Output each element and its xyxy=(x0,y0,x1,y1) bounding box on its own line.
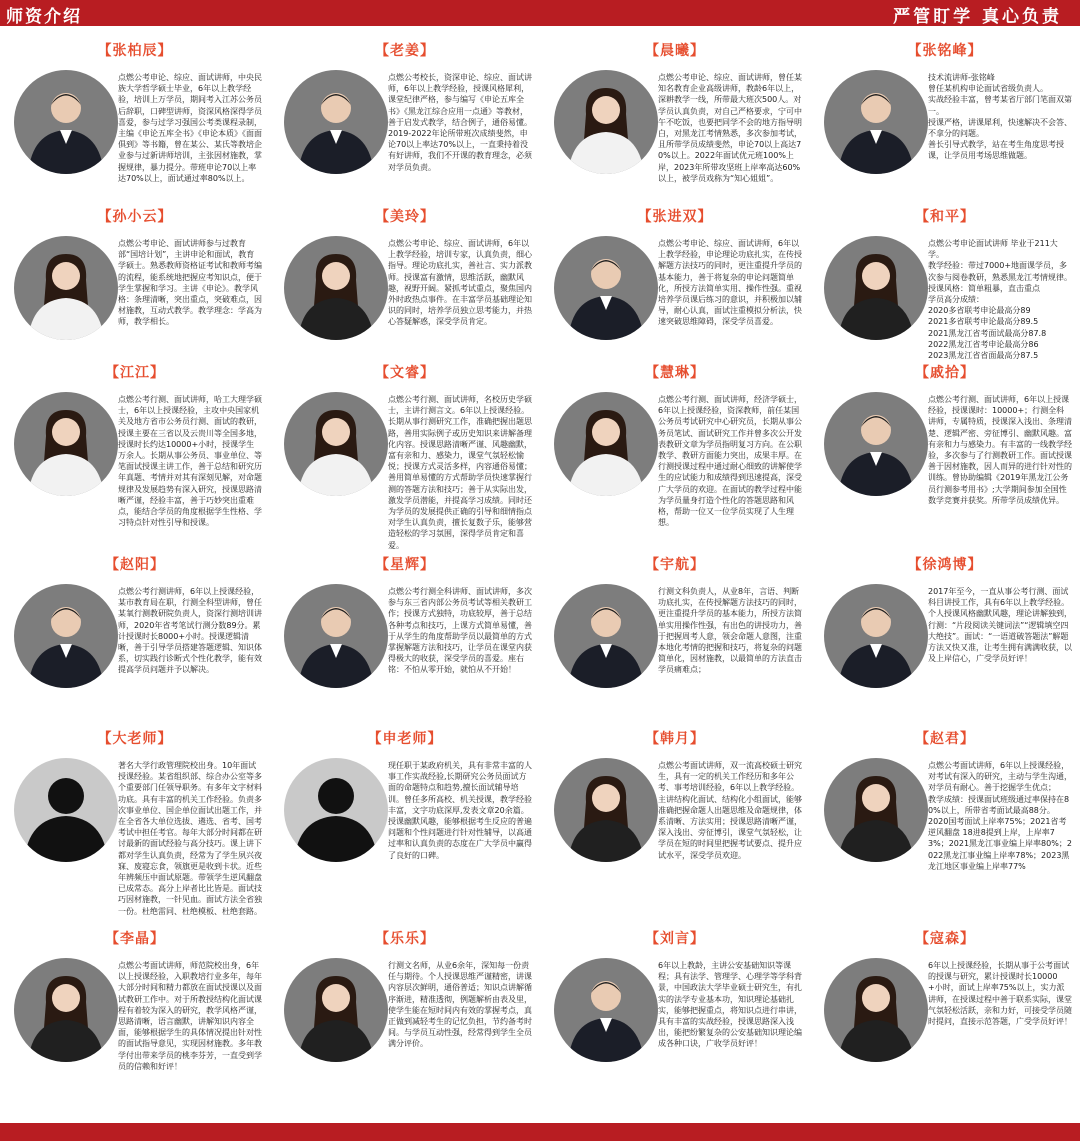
teacher-name: 【张铭峰】 xyxy=(907,43,983,59)
teacher-photo xyxy=(284,392,388,496)
teacher-name: 【老姜】 xyxy=(375,43,435,59)
teacher-bio: 6年以上教龄，主讲公安基础知识等课程；具有法学、管理学、心理学等学科背景，中国政法大学毕业硕士研究生，有扎实的法学专业基本功，知识理论基础扎实，能够把握重点，将知识点进行串讲，具有丰富的实战经验，授课思路深入浅出，能把纷繁复杂的公安基础知识理论编成各种口诀，广收学员好评！ xyxy=(658,961,802,1049)
teacher-name: 【申老师】 xyxy=(367,731,443,747)
section-title: 师资介绍 xyxy=(6,7,82,27)
teacher-bio: 点燃公考申论、综应、面试讲师，曾任某知名教育企业高级讲师，教龄6年以上，深耕教学一线，所带最大班次500人。对学员认真负责，对自己严格要求，宁可中午不吃饭，也要把同学不会的地方指导明白，对黑龙江考情熟悉，多次参加考试，且所带学员成绩斐然，申论70以上高达70%以上。2022年面试优元班100%上岸，2023年所带攻坚班上岸率高达60%以上，被学员戏称为“知心姐姐”。 xyxy=(658,73,802,183)
teacher-bio: 行测文科负责人，从业8年，言语、判断功底扎实，在传授解题方法技巧的同时，更注重提升学员的基本能力，所授方法简单实用操作性强，有出色的讲授功力，善于把握周考人意，领会命题人意图，注重本地化考情的把握和技巧，将复杂的问题简单化，因材施教，以最简单的方法直击学员痛难点； xyxy=(658,587,802,675)
teacher-bio: 现任职于某政府机关，具有非常丰富的人事工作实战经验,长期研究公务员面试方面的命题特点和趋势,擅长面试辅导培训。曾任多所高校、机关授课，教学经验丰富，文字功底深厚,发表文章20余篇。授课幽默风趣，能够根据考生反应的普遍问题和个性问题进行针对性辅导，以高通过率和认真负责的态度在广大学员中赢得了良好的口碑。 xyxy=(388,761,532,860)
teacher-photo xyxy=(284,584,388,688)
teacher-photo xyxy=(554,70,658,174)
teacher-bio: 6年以上授课经验，长期从事于公考面试的授课与研究，累计授课时长10000+小时，面试上岸率75%以上，实力派讲师，在授课过程中善于联系实际，课堂气氛轻松活跃，亲和力好，可接受学员随时提问，直接示范答题，广受学员好评！ xyxy=(928,961,1072,1027)
teacher-bio: 行测文名师，从业6余年，深知每一份责任与期待。个人授课思维严谨精密，讲课内容层次鲜明，通俗普适；知识点讲解循序渐进，精准透彻，例题解析由表及里，使学生能在短时间内有效的掌握考点，真正做到减轻考生的记忆负担，节约备考时间。与学员互动性强，经常得到学生全员满分评价。 xyxy=(388,961,532,1049)
teacher-photo xyxy=(824,236,928,340)
teacher-name: 【刘言】 xyxy=(645,931,705,947)
teacher-name: 【李晶】 xyxy=(105,931,165,947)
teacher-photo xyxy=(824,392,928,496)
teacher-name: 【张进双】 xyxy=(637,209,713,225)
teacher-photo xyxy=(284,236,388,340)
teacher-bio: 点燃公考面试讲师，师范院校出身，6年以上授课经验，入职教培行业多年，每年大部分时间和精力都放在面试授课以及面试教研工作中。对于所教授结构化面试课程有着较为深入的研究，教学风格严谨，思路清晰，语言幽默，讲解知识内容全面，能够根据学生的具体情况提出针对性的面试指导意见，实现因材施教。多年教学付出带来学员的桃李芬芳，一直受到学员的信赖和好评！ xyxy=(118,961,262,1071)
teacher-bio: 点燃公考申论、综应、面试讲师，6年以上教学经验，申论理论功底扎实，在传授解题方法技巧的同时，更注重提升学员的基本能力，善于将复杂的申论问题简单化，所授方法简单实用、操作性强。重视培养学员课后练习的意识，并积极加以辅导，耐心认真，面试注重模拟分析法，快速突破思维障碍，深受学员喜爱。 xyxy=(658,239,802,327)
teacher-name: 【徐鸿博】 xyxy=(907,557,983,573)
teacher-name: 【赵阳】 xyxy=(105,557,165,573)
slogan: 严管盯学 真心负责 xyxy=(893,7,1062,27)
teacher-photo xyxy=(284,70,388,174)
teacher-bio: 点燃公考行测全科讲师、面试讲师，多次参与东三省内部公务员考试等相关教研工作；授课方式独特，功底较厚，善于总结各种考点和技巧，上课方式简单易懂，善于从学生的角度帮助学员以最简单的方式掌握解题方法和技巧，让学员在课堂内获得极大的收获，深受学员的喜爱。座右铭：不怕从零开始，就怕从不开始！ xyxy=(388,587,532,675)
teacher-photo xyxy=(554,236,658,340)
teacher-name: 【宇航】 xyxy=(645,557,705,573)
teacher-name: 【慧琳】 xyxy=(645,365,705,381)
teacher-photo xyxy=(554,758,658,862)
teacher-photo xyxy=(554,958,658,1062)
teacher-name: 【美玲】 xyxy=(375,209,435,225)
teacher-bio: 2017年至今，一直从事公考行测、面试科目讲授工作，具有6年以上教学经验。个人授课风格幽默风趣，理论讲解独到，行测：“片段阅读关键词法”“逻辑填空四大绝技”。面试：“一语道破答题法”解题方法又快又准，让考生拥有满满收获，以及上岸信心，广受学员好评！ xyxy=(928,587,1072,664)
teacher-name: 【晨曦】 xyxy=(645,43,705,59)
teacher-bio: 点燃公考申论、面试讲师参与过教育部“国培计划”，主讲申论和面试，教育学硕士。熟悉教师资格证考试和教师考编的流程，能系统地把握应考知识点，便于学生掌握和学习。主讲《申论》。教学风格：条理清晰，突出重点，突破难点，因材施教，互动式教学。教学理念：学高为师，教学相长。 xyxy=(118,239,262,327)
teacher-photo xyxy=(14,236,118,340)
teacher-name: 【星辉】 xyxy=(375,557,435,573)
teacher-photo xyxy=(554,392,658,496)
teacher-bio: 点燃公考面试讲师，6年以上授课经验，对考试有深入的研究，主动与学生沟通，对学员有耐心。善于挖掘学生优点； 教学成绩：授课面试班级通过率保持在80%以上，所带省考面试最高88分。 2020国考面试上岸率75%；2021省考逆风翻盘 18进8提到上岸，上岸率73%；2021黑龙江事业编上岸率80%；2022黑龙江事业编上岸率78%；2023黑龙江地区事业编上岸率77% xyxy=(928,761,1072,871)
top-banner xyxy=(0,0,1080,26)
teacher-name: 【江江】 xyxy=(105,365,165,381)
teacher-bio: 点燃公考申论、综应、面试讲师，6年以上教学经验，培训专家，认真负责，细心指导。理论功底扎实，善社言、实力派教师。授课富有激情，思维活跃，幽默风趣，视野开阔。紧抓考试重点，聚焦国内外时政热点事件。在丰富学员基础理论知识的同时，培养学员独立思考能力，并热心答疑解惑，深受学员肯定。 xyxy=(388,239,532,327)
teacher-name: 【和平】 xyxy=(915,209,975,225)
teacher-bio: 点燃公考面试讲师，双一流高校硕士研究生，具有一定的机关工作经历和多年公考、事考培训经验，6年以上教学经验。主讲结构化面试、结构化小组面试，能够准确把握命题人出题思维及命题规律，体系清晰、方法实用；授课思路清晰严谨，深入浅出、旁征博引，课堂气氛轻松，让学员在短的时间里把握考试要点、提升应试水平，深受学员欢迎。 xyxy=(658,761,802,860)
teacher-photo xyxy=(824,958,928,1062)
teacher-name: 【张柏辰】 xyxy=(97,43,173,59)
teacher-bio: 点燃公考行测、面试讲师，名校历史学硕士，主讲行测言文。6年以上授课经验。长期从事行测研究工作，准确把握出题思路，善用实际例子或历史知识来讲解备理化内容。授课思路清晰严谨、风趣幽默，富有亲和力、感染力，课堂气氛轻松愉悦；授课方式灵活多样，内容通俗易懂；善用简单易懂的方式帮助学员快速掌握行测的答题方法和技巧；善于从实际出发，激发学员潜能，并提高学习成绩。同时还为学员的发展提供正确的引导和细情指点对学生认真负责，擅长复数子乐，能够营造轻松的学习氛围，深得学员肯定和喜爱。 xyxy=(388,395,532,550)
teacher-name: 【赵君】 xyxy=(915,731,975,747)
teacher-photo xyxy=(824,758,928,862)
teacher-bio: 点燃公考申论面试讲师 毕业于211大学。 教学经验：带过7000+地面课学员，多次参与阅卷教研，熟悉黑龙江考情规律。 授课风格：简单粗暴，直击重点 学员高分成绩： 2020多省联考申论最高分89 2021多省联考申论最高分89.5 2021黑龙江省考面试最高分87.8 2022黑龙江省考申论最高分86 2023黑龙江省省面最高分87.5 xyxy=(928,239,1072,361)
teacher-bio: 点燃公考行测讲师，6年以上授课经验，某市教育局在职，行测全科型讲师，曾任某氧行测教研院负责人，资深行测培训讲师，2020年省考笔试行测分数89分。累计授课时长8000+小时。授课逻辑清晰，善于引导学员搭建答题逻辑、知识体系，切实践行诊断式个性化教学，能有效提高学员问题并予以解决。 xyxy=(118,587,262,675)
teacher-photo xyxy=(824,70,928,174)
teacher-name: 【戚拾】 xyxy=(915,365,975,381)
silhouette-avatar xyxy=(284,758,388,862)
teacher-name: 【寇森】 xyxy=(915,931,975,947)
teacher-bio: 点燃公考行测、面试讲师，6年以上授课经验，授课课时：10000+；行测全科讲师，专属特质，授课深入浅出、条理清楚、逻辑严密、旁征博引、幽默风趣。富有亲和力与感染力。有丰富的一线教学经验，多次参与了行测教研工作。面试授课善于因材施教，因人而异的进行针对性的训练。曾协助编辑《2019年黑龙江公务员行测参考用书》;大学期间参加全国性数学竞赛并获奖。所带学员成绩优异。 xyxy=(928,395,1072,505)
bottom-banner xyxy=(0,1123,1080,1141)
teacher-bio: 点燃公考行测、面试讲师，哈工大理学硕士，6年以上授课经验，主攻中央国家机关及地方省市公务员行测、面试的教研，授课主要在三省以及云贵川等全国多地，授课时长约达10000+小时，授课学生万余人。长期从事公务员、事业单位、等笔面试授课主讲工作，善于总结和研究历年真题、考情并对其有深刻见解，对命题规律及发展趋势有深入研究，授课思路清晰严谨，经验丰富，善于巧妙突出重难点，能结合学员的角度根据学生性格、学习特点针对性引导和授课。 xyxy=(118,395,262,528)
teacher-name: 【乐乐】 xyxy=(375,931,435,947)
teacher-name: 【韩月】 xyxy=(645,731,705,747)
silhouette-avatar xyxy=(14,758,118,862)
teacher-photo xyxy=(284,958,388,1062)
teacher-name: 【孙小云】 xyxy=(97,209,173,225)
teacher-photo xyxy=(14,584,118,688)
teacher-name: 【文睿】 xyxy=(375,365,435,381)
teacher-photo xyxy=(554,584,658,688)
teacher-photo xyxy=(14,70,118,174)
teacher-bio: 著名大学行政管理院校出身。10年面试授课经验。某省组织部、综合办公室等多个重要部门任领导职务。有多年文字材料功底。具有丰富的机关工作经验。负责多次事业单位、国企单位面试出题工作，并在全省各大单位选拔、遴选、省考、国考考试中担任考官。每年大部分时间都在研讨最新的面试经验与高分技巧。课上讲下都对学生认真负责，经常为了学生夙兴夜寐、废寝忘食，领旗更是收到卡状。近些年辨频压中面试原题。带领学生逆风翻盘已成常态。高分上岸者比比皆是。面试技巧因材施教，一针见血。面试方法全省独一份。杜绝雷同、杜绝模板、杜绝套路。 xyxy=(118,761,262,916)
teacher-photo xyxy=(14,958,118,1062)
teacher-bio: 技术流讲师-张铭峰 曾任某机构申论面试省级负责人。 实战经验丰富，曾考某省厅部门笔面双第一。 授课严格，讲课犀利，快速解决不会答、不拿分的问题。 善长引导式教学，站在考生角度思考授课，让学员用考场思维做题。 xyxy=(928,73,1072,161)
teacher-bio: 点燃公考校长，资深申论、综应、面试讲师，6年以上教学经验，授课风格犀利，课堂纪律严格，参与编写《申论五库全书》《黑龙江综合应用一点通》等教材，善于启发式教学，结合例子，通俗易懂。2019-2022年论所带班次成绩斐然，申论70以上率达70%以上，一直秉持着没有好讲师，我们不开课的教育理念，必须对学员负责。 xyxy=(388,73,532,172)
teacher-bio: 点燃公考行测、面试讲师，经济学硕士，6年以上授课经验，资深教师，前任某国公务员考试研究中心研究员，长期从事公务员笔试、面试研究工作并曾多次公开发表教研文章为学员指明复习方向。在公职教学、教研方面能力突出，成果丰厚。在行测授课过程中通过耐心细致的讲解使学生的应试能力和成绩得到迅速提高，深受广大学员的欢迎。在面试的教学过程中能为学员量身打造个性化的答题思路和风格，帮助一位又一位学员实现了人生理想。 xyxy=(658,395,802,528)
teacher-bio: 点燃公考申论、综应、面试讲师，中央民族大学哲学硕士毕业，6年以上教学经验，培训上万学员，期间考入江苏公务员后辞职，口碑型讲师，资深风格深得学员喜爱，参与过学习强国公考类课程录制，主编《申论五库全书》《申论本质》《面面俱到》等书籍，曾在某公、某氏等教培企业参与过新讲师培训，主张因材施教，掌握规律，暴力提分。带班申论70以上率达70%以上，面试通过率80%以上。 xyxy=(118,73,262,183)
teacher-photo xyxy=(14,392,118,496)
teacher-name: 【大老师】 xyxy=(97,731,173,747)
teacher-photo xyxy=(824,584,928,688)
